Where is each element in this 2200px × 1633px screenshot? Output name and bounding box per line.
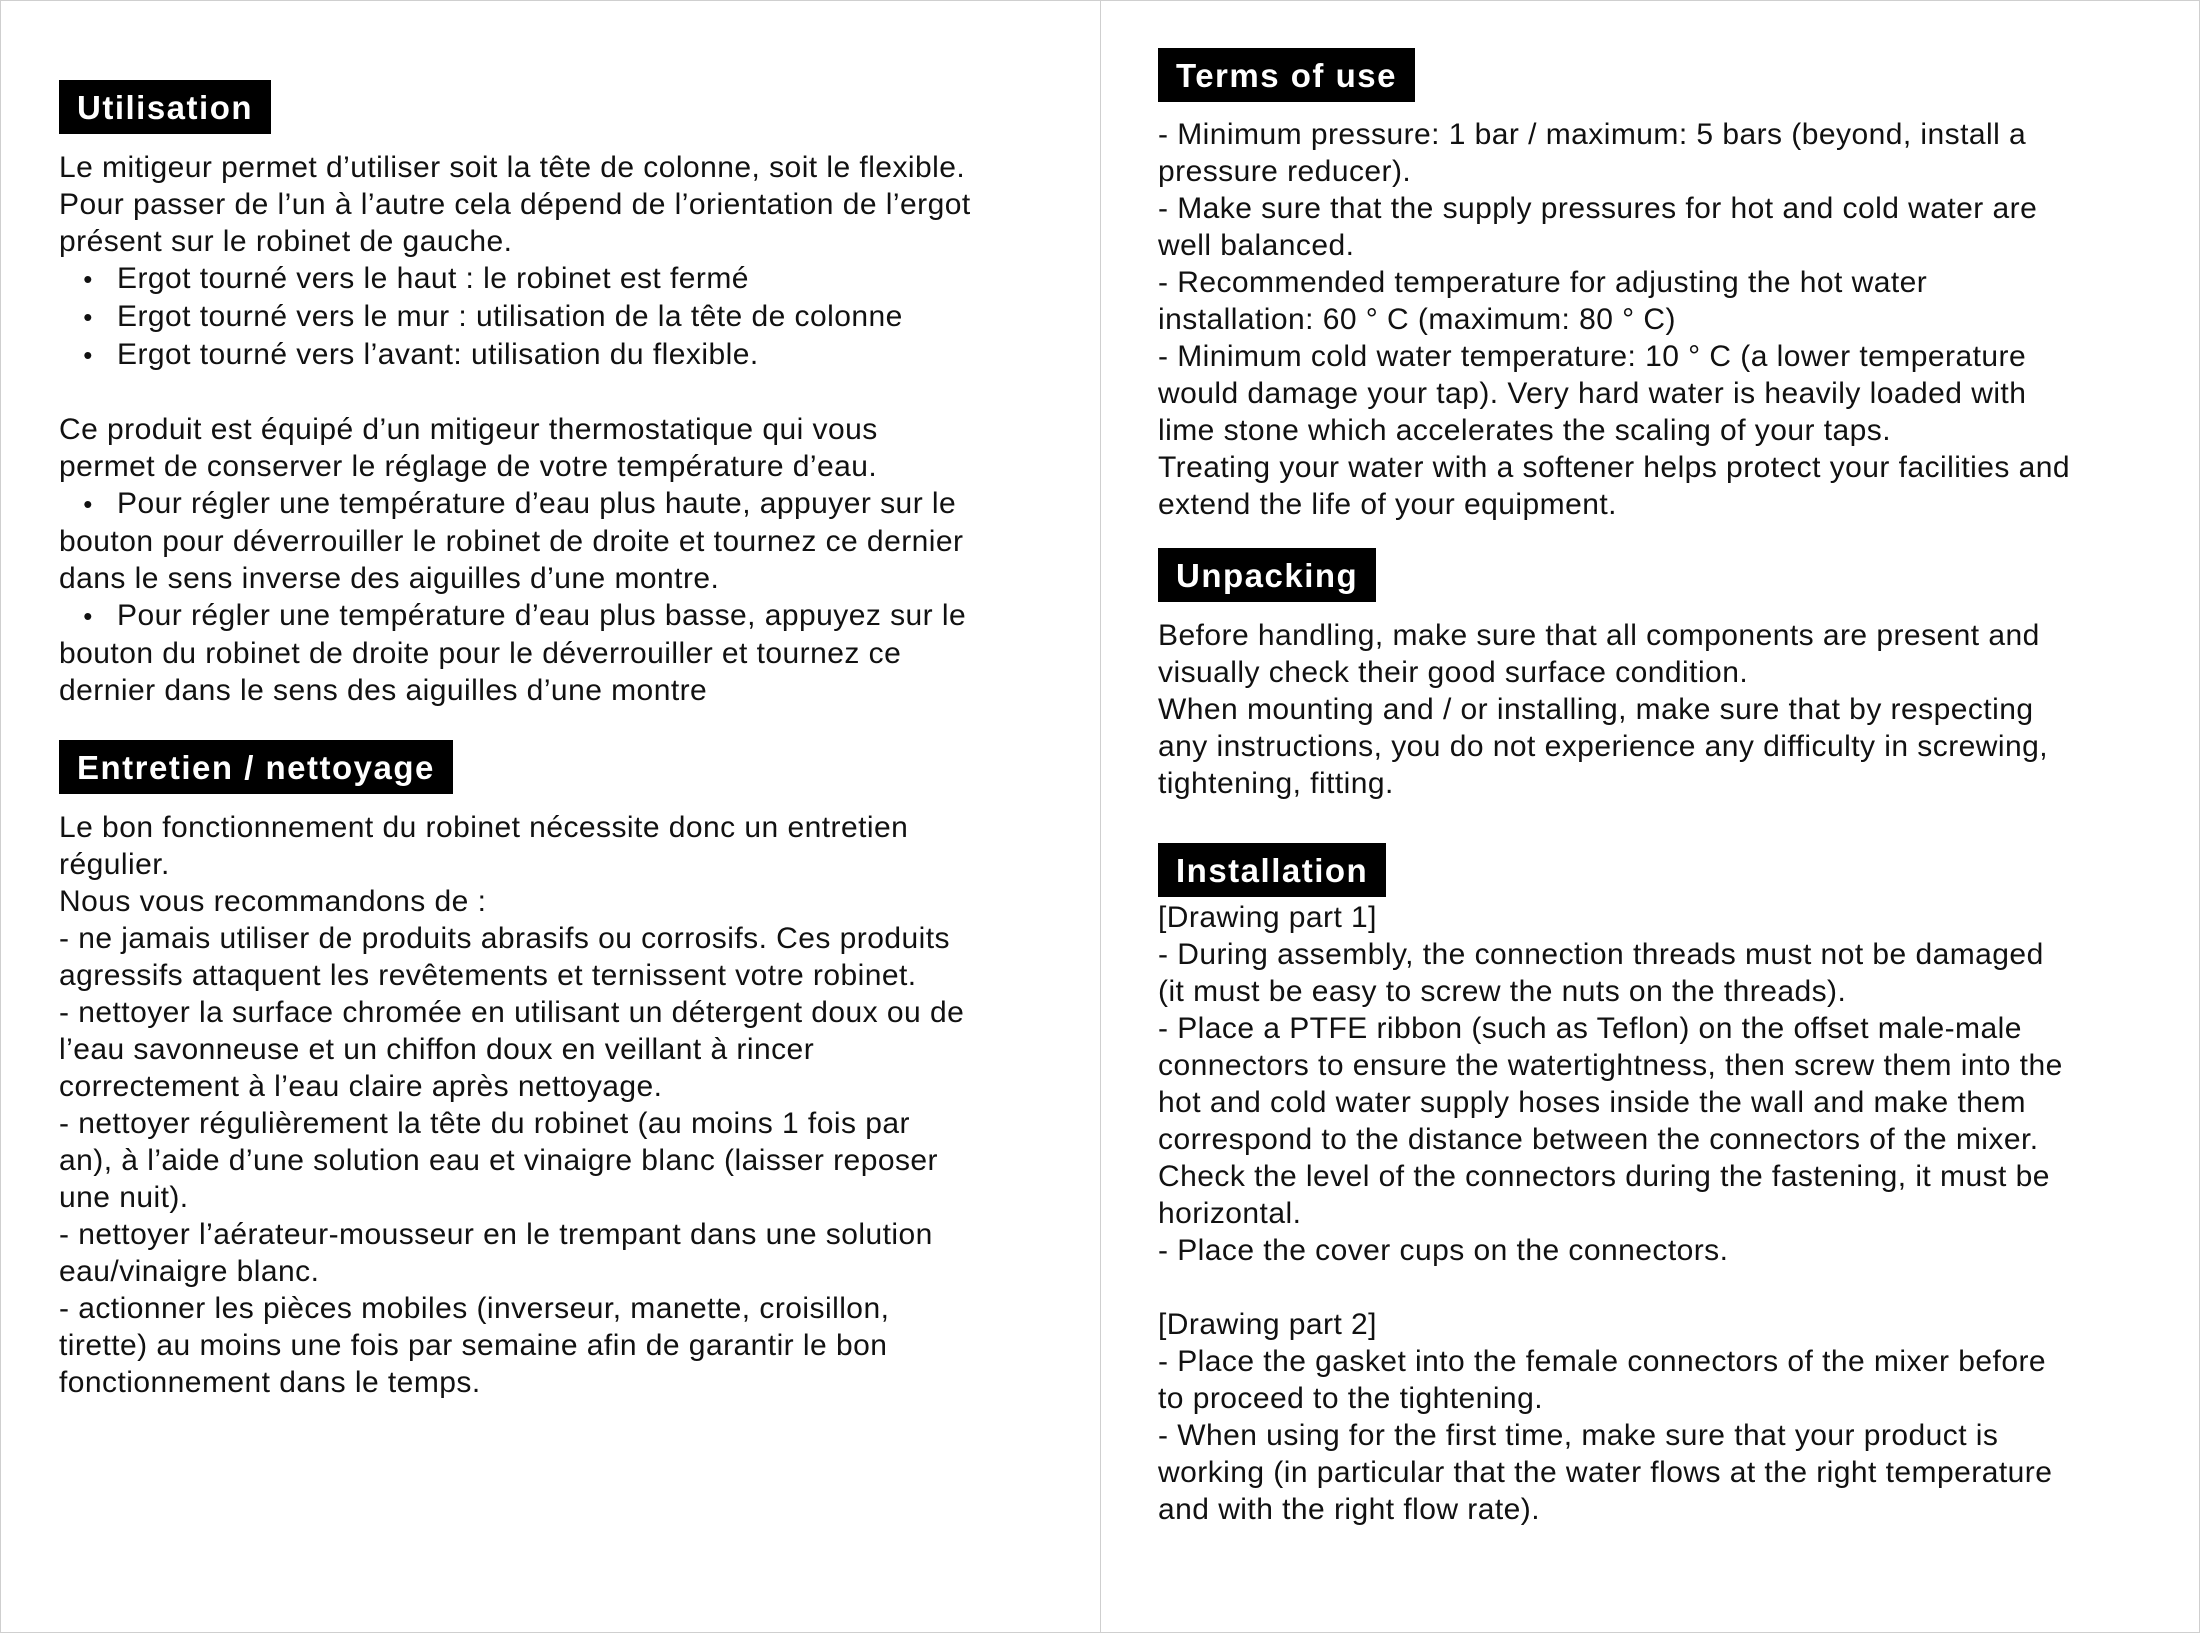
text-line: l’eau savonneuse et un chiffon doux en veillant à rincer: [59, 1033, 815, 1066]
text-line: correctement à l’eau claire après nettoyage.: [59, 1070, 663, 1103]
text-line: présent sur le robinet de gauche.: [59, 225, 513, 258]
text-line: - Place a PTFE ribbon (such as Teflon) on the offset male-male: [1158, 1012, 2022, 1045]
text-line: would damage your tap). Very hard water is heavily loaded with: [1158, 377, 2027, 410]
text-line: Le bon fonctionnement du robinet nécessite donc un entretien: [59, 811, 909, 844]
text-line: - During assembly, the connection threads must not be damaged: [1158, 938, 2044, 971]
text-line: - Minimum pressure: 1 bar / maximum: 5 bars (beyond, install a: [1158, 118, 2027, 151]
text-line: - nettoyer la surface chromée en utilisant un détergent doux ou de: [59, 996, 965, 1029]
text-line: agressifs attaquent les revêtements et ternissent votre robinet.: [59, 959, 917, 992]
heading-utilisation: Utilisation: [59, 80, 271, 134]
text-line: fonctionnement dans le temps.: [59, 1366, 481, 1399]
bullet-text: Ergot tourné vers le haut : le robinet est fermé: [117, 262, 749, 295]
text-line: [Drawing part 1]: [1158, 901, 1377, 934]
text-line: lime stone which accelerates the scaling of your taps.: [1158, 414, 1891, 447]
section-entretien: [59, 740, 1069, 1401]
text-line: extend the life of your equipment.: [1158, 488, 1617, 521]
text-line: installation: 60 ° C (maximum: 80 ° C): [1158, 303, 1676, 336]
bullet-item: [59, 298, 1069, 336]
utilisation-body: [59, 149, 1069, 709]
text-line: Check the level of the connectors during the fastening, it must be: [1158, 1160, 2050, 1193]
text-line: permet de conserver le réglage de votre température d’eau.: [59, 450, 878, 483]
text-line: - nettoyer régulièrement la tête du robinet (au moins 1 fois par: [59, 1107, 910, 1140]
text-line: Before handling, make sure that all components are present and: [1158, 619, 2040, 652]
text-line: well balanced.: [1158, 229, 1355, 262]
text-line: pressure reducer).: [1158, 155, 1412, 188]
terms-body: [1158, 116, 2158, 523]
heading-unpacking: Unpacking: [1158, 548, 1376, 602]
bullet-text: Pour régler une température d’eau plus haute, appuyer sur le: [117, 487, 957, 520]
bullet-text: Ergot tourné vers l’avant: utilisation du flexible.: [117, 338, 759, 371]
text-line: - ne jamais utiliser de produits abrasifs ou corrosifs. Ces produits: [59, 922, 950, 955]
text-line: - Place the cover cups on the connectors.: [1158, 1234, 1729, 1267]
text-line: Ce produit est équipé d’un mitigeur thermostatique qui vous: [59, 413, 878, 446]
bullet-item: [59, 336, 1069, 374]
text-line: dans le sens inverse des aiguilles d’une montre.: [59, 562, 720, 595]
page-divider: [1100, 0, 1101, 1633]
text-line: Le mitigeur permet d’utiliser soit la tête de colonne, soit le flexible.: [59, 151, 966, 184]
entretien-body: [59, 809, 1069, 1401]
text-line: correspond to the distance between the connectors of the mixer.: [1158, 1123, 2039, 1156]
text-line: - actionner les pièces mobiles (inverseur, manette, croisillon,: [59, 1292, 890, 1325]
text-line: and with the right flow rate).: [1158, 1493, 1541, 1526]
text-line: hot and cold water supply hoses inside the wall and make them: [1158, 1086, 2026, 1119]
text-line: eau/vinaigre blanc.: [59, 1255, 320, 1288]
text-line: tightening, fitting.: [1158, 767, 1394, 800]
section-utilisation: [59, 80, 1069, 709]
text-line: connectors to ensure the watertightness, then screw them into the: [1158, 1049, 2063, 1082]
text-line: (it must be easy to screw the nuts on the threads).: [1158, 975, 1847, 1008]
text-line: - When using for the first time, make sure that your product is: [1158, 1419, 1999, 1452]
text-line: [Drawing part 2]: [1158, 1308, 1377, 1341]
text-line: tirette) au moins une fois par semaine afin de garantir le bon: [59, 1329, 888, 1362]
text-line: - Place the gasket into the female connectors of the mixer before: [1158, 1345, 2047, 1378]
text-line: Treating your water with a softener helps protect your facilities and: [1158, 451, 2071, 484]
text-line: - nettoyer l’aérateur-mousseur en le trempant dans une solution: [59, 1218, 933, 1251]
heading-entretien: Entretien / nettoyage: [59, 740, 453, 794]
heading-terms-of-use: Terms of use: [1158, 48, 1415, 102]
blank-line: [59, 374, 1069, 411]
text-line: an), à l’aide d’une solution eau et vinaigre blanc (laisser reposer: [59, 1144, 938, 1177]
text-line: any instructions, you do not experience any difficulty in screwing,: [1158, 730, 2049, 763]
bullet-item: [59, 597, 1069, 635]
bullet-text: Ergot tourné vers le mur : utilisation de la tête de colonne: [117, 300, 903, 333]
text-line: - Minimum cold water temperature: 10 ° C (a lower temperature: [1158, 340, 2027, 373]
text-line: to proceed to the tightening.: [1158, 1382, 1543, 1415]
section-terms-of-use: [1158, 48, 2158, 523]
section-installation: [1158, 843, 2158, 1528]
text-line: When mounting and / or installing, make sure that by respecting: [1158, 693, 2034, 726]
text-line: bouton pour déverrouiller le robinet de droite et tournez ce dernier: [59, 525, 964, 558]
bullet-text: Pour régler une température d’eau plus basse, appuyez sur le: [117, 599, 967, 632]
section-unpacking: [1158, 548, 2158, 802]
text-line: bouton du robinet de droite pour le déverrouiller et tournez ce: [59, 637, 902, 670]
text-line: horizontal.: [1158, 1197, 1302, 1230]
bullet-item: [59, 260, 1069, 298]
text-line: dernier dans le sens des aiguilles d’une montre: [59, 674, 708, 707]
text-line: régulier.: [59, 848, 170, 881]
text-line: une nuit).: [59, 1181, 189, 1214]
text-line: - Recommended temperature for adjusting the hot water: [1158, 266, 1928, 299]
installation-body: [1158, 899, 2158, 1528]
unpacking-body: [1158, 617, 2158, 802]
text-line: - Make sure that the supply pressures for hot and cold water are: [1158, 192, 2038, 225]
blank-line: [1158, 1269, 2158, 1306]
bullet-item: [59, 485, 1069, 523]
text-line: Nous vous recommandons de :: [59, 885, 487, 918]
text-line: Pour passer de l’un à l’autre cela dépend de l’orientation de l’ergot: [59, 188, 971, 221]
text-line: visually check their good surface condition.: [1158, 656, 1749, 689]
text-line: working (in particular that the water flows at the right temperature: [1158, 1456, 2053, 1489]
heading-installation: Installation: [1158, 843, 1386, 897]
